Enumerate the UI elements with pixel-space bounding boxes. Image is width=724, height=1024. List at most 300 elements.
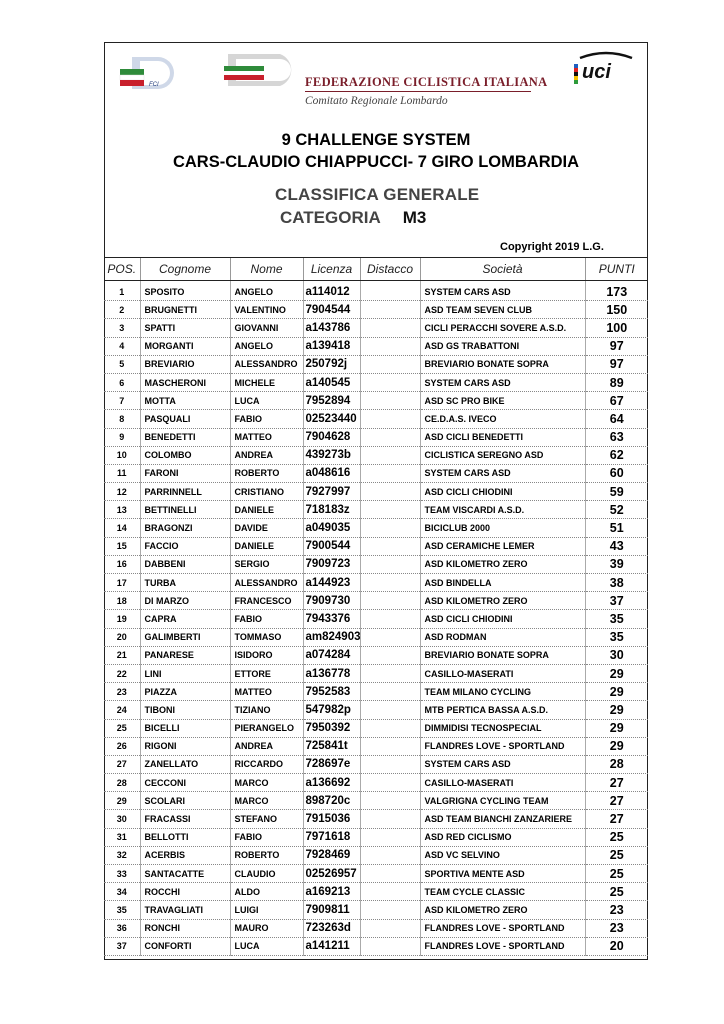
cell-distacco [360,428,420,446]
table-row [104,319,648,337]
cell-punti: 38 [585,574,648,592]
cell-punti: 35 [585,610,648,628]
cell-licenza: 728697e [303,755,360,773]
cell-distacco [360,810,420,828]
cell-pos: 6 [104,373,140,391]
cell-punti: 63 [585,428,648,446]
cell-punti: 29 [585,719,648,737]
cell-nome: ANDREA [230,737,303,755]
cell-societa: MTB PERTICA BASSA A.S.D. [420,701,585,719]
table-row [104,355,648,373]
table-row [104,883,648,901]
cell-distacco [360,865,420,883]
cell-licenza: 7900544 [303,537,360,555]
cell-cognome: SANTACATTE [140,865,230,883]
cell-distacco [360,937,420,955]
table-row [104,483,648,501]
cell-societa: SYSTEM CARS ASD [420,281,585,301]
cell-punti: 25 [585,846,648,864]
cell-punti: 37 [585,592,648,610]
cell-nome: PIERANGELO [230,719,303,737]
cell-distacco [360,610,420,628]
cell-distacco [360,628,420,646]
cell-licenza: 547982p [303,701,360,719]
table-row [104,373,648,391]
cell-cognome: BENEDETTI [140,428,230,446]
cell-distacco [360,737,420,755]
cell-cognome: RONCHI [140,919,230,937]
table-row [104,683,648,701]
cell-distacco [360,373,420,391]
category-value: M3 [402,208,427,227]
cell-licenza: a141211 [303,937,360,955]
cell-cognome: BICELLI [140,719,230,737]
cell-societa: ASD KILOMETRO ZERO [420,592,585,610]
cell-pos: 31 [104,828,140,846]
cell-licenza: a136778 [303,664,360,682]
regional-committee: Comitato Regionale Lombardo [305,95,448,107]
cell-distacco [360,664,420,682]
cell-punti: 97 [585,337,648,355]
cell-societa: ASD VC SELVINO [420,846,585,864]
cell-pos: 26 [104,737,140,755]
cell-licenza: 7952894 [303,392,360,410]
cell-punti: 64 [585,410,648,428]
cell-distacco [360,701,420,719]
cell-cognome: BELLOTTI [140,828,230,846]
federation-divider [305,91,531,92]
cell-nome: LUCA [230,937,303,955]
cell-nome: ROBERTO [230,846,303,864]
table-row [104,701,648,719]
cell-punti: 28 [585,755,648,773]
cell-cognome: ROCCHI [140,883,230,901]
cell-cognome: PASQUALI [140,410,230,428]
cell-punti: 29 [585,683,648,701]
cell-cognome: DABBENI [140,555,230,573]
cell-societa: CICLI PERACCHI SOVERE A.S.D. [420,319,585,337]
cell-societa: ASD RODMAN [420,628,585,646]
cell-distacco [360,901,420,919]
cell-nome: GIOVANNI [230,319,303,337]
cell-punti: 67 [585,392,648,410]
classification-title: CLASSIFICA GENERALE [275,185,480,204]
cell-societa: TEAM MILANO CYCLING [420,683,585,701]
table-row [104,755,648,773]
table-row [104,610,648,628]
cell-licenza: a140545 [303,373,360,391]
cell-cognome: CECCONI [140,774,230,792]
cell-distacco [360,537,420,555]
cell-pos: 30 [104,810,140,828]
cell-pos: 24 [104,701,140,719]
fci-logo [118,55,180,91]
cell-pos: 23 [104,683,140,701]
table-row [104,901,648,919]
cell-cognome: BETTINELLI [140,501,230,519]
cell-societa: CASILLO-MASERATI [420,774,585,792]
cell-licenza: 7904628 [303,428,360,446]
cell-punti: 62 [585,446,648,464]
cell-cognome: GALIMBERTI [140,628,230,646]
cell-nome: ALESSANDRO [230,355,303,373]
cell-punti: 29 [585,664,648,682]
cell-nome: MATTEO [230,428,303,446]
header-pos: POS. [104,258,140,281]
cell-punti: 51 [585,519,648,537]
table-row [104,464,648,482]
cell-cognome: CAPRA [140,610,230,628]
cell-licenza: 7950392 [303,719,360,737]
cell-societa: SPORTIVA MENTE ASD [420,865,585,883]
table-row [104,919,648,937]
cell-pos: 27 [104,755,140,773]
cell-societa: ASD SC PRO BIKE [420,392,585,410]
cell-societa: ASD GS TRABATTONI [420,337,585,355]
cell-societa: ASD CICLI BENEDETTI [420,428,585,446]
cell-punti: 30 [585,646,648,664]
cell-cognome: TIBONI [140,701,230,719]
cell-pos: 9 [104,428,140,446]
table-row [104,519,648,537]
cell-licenza: a114012 [303,281,360,301]
category-label: CATEGORIA [280,208,381,227]
cell-cognome: FACCIO [140,537,230,555]
cell-nome: DANIELE [230,537,303,555]
cell-pos: 34 [104,883,140,901]
cell-punti: 59 [585,483,648,501]
cell-distacco [360,392,420,410]
svg-text:uci: uci [582,61,611,83]
cell-licenza: 7904544 [303,301,360,319]
cell-distacco [360,774,420,792]
cell-societa: TEAM VISCARDI A.S.D. [420,501,585,519]
table-row [104,828,648,846]
cell-societa: BREVIARIO BONATE SOPRA [420,355,585,373]
cell-punti: 52 [585,501,648,519]
cell-nome: ISIDORO [230,646,303,664]
table-row [104,792,648,810]
cell-societa: ASD KILOMETRO ZERO [420,555,585,573]
cell-societa: ASD TEAM SEVEN CLUB [420,301,585,319]
cell-cognome: MORGANTI [140,337,230,355]
cell-nome: RICCARDO [230,755,303,773]
table-row [104,555,648,573]
header-societa: Società [420,258,585,281]
cell-societa: ASD TEAM BIANCHI ZANZARIERE [420,810,585,828]
cell-punti: 29 [585,701,648,719]
cell-distacco [360,519,420,537]
cell-societa: CICLISTICA SEREGNO ASD [420,446,585,464]
cell-licenza: 7971618 [303,828,360,846]
cell-cognome: BREVIARIO [140,355,230,373]
cell-societa: FLANDRES LOVE - SPORTLAND [420,737,585,755]
cell-societa: ASD CERAMICHE LEMER [420,537,585,555]
cell-licenza: a143786 [303,319,360,337]
cell-nome: MAURO [230,919,303,937]
cell-nome: ETTORE [230,664,303,682]
cell-nome: VALENTINO [230,301,303,319]
cell-distacco [360,337,420,355]
cell-pos: 4 [104,337,140,355]
cell-societa: ASD KILOMETRO ZERO [420,901,585,919]
cell-nome: LUIGI [230,901,303,919]
header-licenza: Licenza [303,258,360,281]
table-row [104,664,648,682]
table-header-row [104,258,648,281]
cell-pos: 22 [104,664,140,682]
cell-distacco [360,319,420,337]
cell-nome: MICHELE [230,373,303,391]
cell-pos: 5 [104,355,140,373]
cell-pos: 15 [104,537,140,555]
cell-pos: 3 [104,319,140,337]
cell-pos: 16 [104,555,140,573]
cell-distacco [360,719,420,737]
cell-distacco [360,828,420,846]
cell-pos: 12 [104,483,140,501]
cell-punti: 150 [585,301,648,319]
event-title-line2: CARS-CLAUDIO CHIAPPUCCI- 7 GIRO LOMBARDIA [172,153,580,171]
header-cognome: Cognome [140,258,230,281]
cell-licenza: 723263d [303,919,360,937]
cell-licenza: a136692 [303,774,360,792]
cell-cognome: DI MARZO [140,592,230,610]
cell-cognome: ACERBIS [140,846,230,864]
cell-licenza: 02526957 [303,865,360,883]
cell-distacco [360,919,420,937]
table-row [104,501,648,519]
copyright-note: Copyright 2019 L.G. [500,241,604,253]
cell-cognome: CONFORTI [140,937,230,955]
cell-nome: ALESSANDRO [230,574,303,592]
cell-distacco [360,846,420,864]
cell-distacco [360,501,420,519]
cell-societa: VALGRIGNA CYCLING TEAM [420,792,585,810]
cell-pos: 18 [104,592,140,610]
cell-pos: 25 [104,719,140,737]
cell-pos: 14 [104,519,140,537]
cell-pos: 13 [104,501,140,519]
table-row [104,301,648,319]
cell-licenza: 898720c [303,792,360,810]
cell-licenza: a049035 [303,519,360,537]
cell-pos: 2 [104,301,140,319]
cell-cognome: TRAVAGLIATI [140,901,230,919]
cell-cognome: TURBA [140,574,230,592]
table-row [104,537,648,555]
cell-punti: 29 [585,737,648,755]
cell-cognome: SPATTI [140,319,230,337]
cell-nome: MARCO [230,792,303,810]
cell-distacco [360,281,420,301]
cell-societa: TEAM CYCLE CLASSIC [420,883,585,901]
cell-pos: 10 [104,446,140,464]
table-row [104,592,648,610]
cell-pos: 11 [104,464,140,482]
cell-licenza: 250792j [303,355,360,373]
cell-societa: SYSTEM CARS ASD [420,464,585,482]
federation-emblem [222,50,302,88]
cell-licenza: 7927997 [303,483,360,501]
cell-distacco [360,355,420,373]
table-row [104,628,648,646]
cell-cognome: MOTTA [140,392,230,410]
ranking-table-body [104,281,648,956]
cell-nome: MATTEO [230,683,303,701]
cell-licenza: 7928469 [303,846,360,864]
cell-societa: ASD CICLI CHIODINI [420,610,585,628]
cell-cognome: ZANELLATO [140,755,230,773]
table-row [104,719,648,737]
cell-nome: DAVIDE [230,519,303,537]
cell-distacco [360,446,420,464]
table-row [104,810,648,828]
cell-societa: BICICLUB 2000 [420,519,585,537]
cell-distacco [360,410,420,428]
cell-licenza: 439273b [303,446,360,464]
cell-distacco [360,683,420,701]
cell-cognome: SPOSITO [140,281,230,301]
cell-cognome: FRACASSI [140,810,230,828]
cell-licenza: a144923 [303,574,360,592]
cell-nome: FABIO [230,828,303,846]
svg-text:FCI: FCI [149,82,159,88]
cell-nome: CRISTIANO [230,483,303,501]
cell-distacco [360,792,420,810]
cell-punti: 89 [585,373,648,391]
cell-punti: 35 [585,628,648,646]
cell-distacco [360,755,420,773]
cell-nome: ANDREA [230,446,303,464]
cell-nome: ALDO [230,883,303,901]
header-distacco: Distacco [360,258,420,281]
cell-nome: SERGIO [230,555,303,573]
cell-licenza: a139418 [303,337,360,355]
cell-nome: TOMMASO [230,628,303,646]
cell-pos: 33 [104,865,140,883]
header-nome: Nome [230,258,303,281]
cell-nome: ANGELO [230,281,303,301]
cell-cognome: LINI [140,664,230,682]
ranking-table [104,257,648,956]
cell-nome: STEFANO [230,810,303,828]
cell-societa: SYSTEM CARS ASD [420,755,585,773]
cell-societa: ASD CICLI CHIODINI [420,483,585,501]
cell-distacco [360,592,420,610]
cell-societa: ASD RED CICLISMO [420,828,585,846]
cell-pos: 17 [104,574,140,592]
cell-punti: 23 [585,901,648,919]
cell-cognome: COLOMBO [140,446,230,464]
cell-licenza: 02523440 [303,410,360,428]
category-line [280,208,426,228]
table-row [104,446,648,464]
cell-nome: FRANCESCO [230,592,303,610]
cell-societa: CE.D.A.S. IVECO [420,410,585,428]
cell-pos: 1 [104,281,140,301]
table-row [104,392,648,410]
cell-licenza: 7943376 [303,610,360,628]
cell-pos: 28 [104,774,140,792]
cell-nome: ANGELO [230,337,303,355]
cell-societa: DIMMIDISI TECNOSPECIAL [420,719,585,737]
cell-licenza: 718183z [303,501,360,519]
cell-distacco [360,646,420,664]
table-row [104,774,648,792]
cell-punti: 39 [585,555,648,573]
cell-cognome: PANARESE [140,646,230,664]
cell-nome: LUCA [230,392,303,410]
cell-licenza: 7952583 [303,683,360,701]
cell-licenza: am824903 [303,628,360,646]
cell-punti: 173 [585,281,648,301]
cell-nome: MARCO [230,774,303,792]
cell-societa: FLANDRES LOVE - SPORTLAND [420,919,585,937]
cell-punti: 25 [585,883,648,901]
table-row [104,410,648,428]
cell-licenza: a074284 [303,646,360,664]
cell-licenza: 7909723 [303,555,360,573]
cell-societa: BREVIARIO BONATE SOPRA [420,646,585,664]
cell-pos: 20 [104,628,140,646]
cell-cognome: BRAGONZI [140,519,230,537]
cell-distacco [360,555,420,573]
cell-pos: 32 [104,846,140,864]
table-row [104,937,648,955]
cell-pos: 29 [104,792,140,810]
cell-distacco [360,464,420,482]
cell-societa: CASILLO-MASERATI [420,664,585,682]
cell-distacco [360,483,420,501]
table-row [104,428,648,446]
cell-licenza: 725841t [303,737,360,755]
table-row [104,846,648,864]
cell-nome: FABIO [230,610,303,628]
federation-name: FEDERAZIONE CICLISTICA ITALIANA [305,75,548,89]
cell-punti: 27 [585,810,648,828]
cell-pos: 7 [104,392,140,410]
cell-pos: 36 [104,919,140,937]
cell-punti: 23 [585,919,648,937]
table-row [104,646,648,664]
cell-licenza: 7909811 [303,901,360,919]
cell-societa: SYSTEM CARS ASD [420,373,585,391]
cell-nome: CLAUDIO [230,865,303,883]
cell-cognome: RIGONI [140,737,230,755]
cell-distacco [360,574,420,592]
table-row [104,337,648,355]
cell-punti: 20 [585,937,648,955]
table-row [104,574,648,592]
header-punti: PUNTI [585,258,648,281]
cell-punti: 27 [585,792,648,810]
cell-cognome: FARONI [140,464,230,482]
cell-licenza: 7909730 [303,592,360,610]
cell-pos: 21 [104,646,140,664]
cell-punti: 100 [585,319,648,337]
cell-pos: 37 [104,937,140,955]
cell-punti: 27 [585,774,648,792]
cell-licenza: 7915036 [303,810,360,828]
cell-cognome: SCOLARI [140,792,230,810]
cell-cognome: PIAZZA [140,683,230,701]
cell-nome: DANIELE [230,501,303,519]
cell-cognome: PARRINNELL [140,483,230,501]
cell-cognome: BRUGNETTI [140,301,230,319]
cell-punti: 97 [585,355,648,373]
cell-distacco [360,883,420,901]
